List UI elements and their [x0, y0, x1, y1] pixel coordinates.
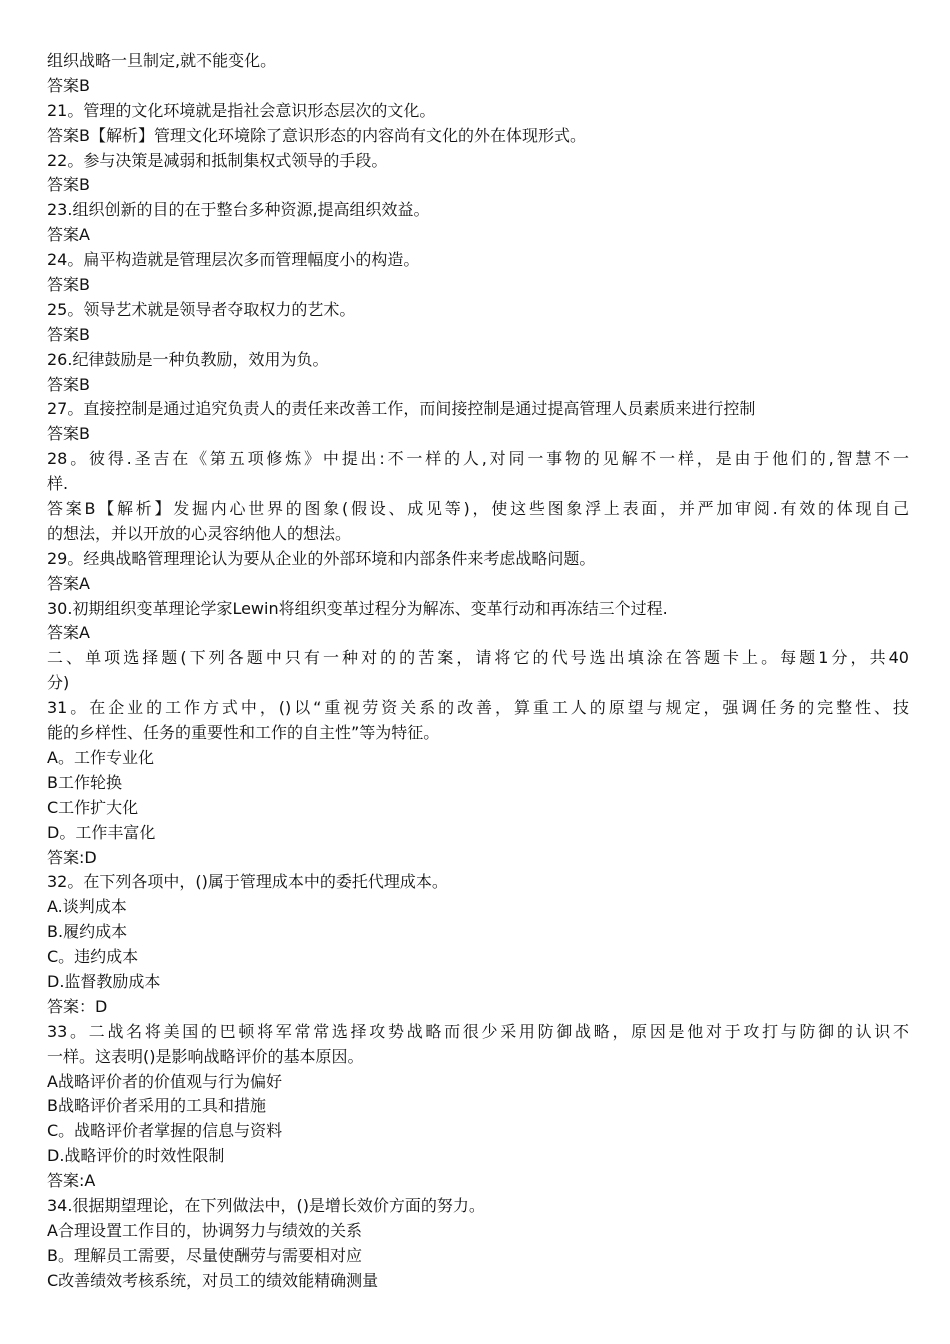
answer-line: 答案B [47, 324, 90, 344]
question-28-continued: 样. [47, 474, 69, 494]
answer-explanation: 答案B【解析】发掘内心世界的图象(假设、成见等)，使这些图象浮上表面，并严加审阅.有效的体现自己 [47, 499, 909, 519]
option-d: D.监督教励成本 [47, 971, 161, 991]
question-33-continued: 一样。这表明()是影响战略评价的基本原因。 [47, 1046, 364, 1066]
question-29: 29。经典战略管理理论认为要从企业的外部环境和内部条件来考虑战略问题。 [47, 548, 596, 568]
question-31-continued: 能的乡样性、任务的重要性和工作的自主性”等为特征。 [47, 723, 440, 743]
question-21: 21。管理的文化环境就是指社会意识形态层次的文化。 [47, 100, 436, 120]
section-heading-continued: 分) [47, 673, 70, 693]
option-b: B战略评价者采用的工具和措施 [47, 1096, 266, 1116]
option-b: B。理解员工需要，尽量使酬劳与需要相对应 [47, 1245, 362, 1265]
option-b: B工作轮换 [47, 772, 122, 792]
option-a: A战略评价者的价值观与行为偏好 [47, 1071, 282, 1091]
question-27: 27。直接控制是通过追究负责人的责任来改善工作，而间接控制是通过提高管理人员素质来进行控制 [47, 399, 756, 419]
question-34: 34.很据期望理论，在下列做法中，()是增长效价方面的努力。 [47, 1195, 485, 1215]
option-d: D.战略评价的时效性限制 [47, 1146, 225, 1166]
option-c: C。违约成本 [47, 947, 139, 967]
answer-line: 答案A [47, 225, 90, 245]
question-30: 30.初期组织变革理论学家Lewin将组织变革过程分为解冻、变革行动和再冻结三个过程. [47, 598, 668, 618]
answer-line: 答案B [47, 424, 90, 444]
text-line: 组织战略一旦制定,就不能变化。 [47, 51, 277, 70]
question-22: 22。参与决策是减弱和抵制集权式领导的手段。 [47, 150, 388, 170]
option-b: B.履约成本 [47, 922, 128, 942]
answer-line: 答案:A [47, 1171, 96, 1191]
answer-line: 答案B【解析】管理文化环境除了意识形态的内容尚有文化的外在体现形式。 [47, 125, 586, 145]
question-32: 32。在下列各项中，()属于管理成本中的委托代理成本。 [47, 872, 448, 892]
question-28: 28。彼得.圣吉在《第五项修炼》中提出:不一样的人,对同一事物的见解不一样，是由于他们的,智慧不一 [47, 449, 909, 469]
answer-line: 答案:D [47, 847, 97, 867]
answer-explanation-continued: 的想法，并以开放的心灵容纳他人的想法。 [47, 523, 352, 543]
option-a: A。工作专业化 [47, 747, 154, 767]
answer-line: 答案B [47, 175, 90, 195]
question-31: 31。在企业的工作方式中，()以“重视劳资关系的改善，算重工人的原望与规定，强调任务的完整性、技 [47, 698, 909, 718]
option-a: A合理设置工作目的，协调努力与绩效的关系 [47, 1220, 362, 1240]
option-c: C工作扩大化 [47, 797, 139, 817]
question-23: 23.组织创新的目的在于整台多种资源,提高组织效益。 [47, 200, 430, 220]
question-24: 24。扁平构造就是管理层次多而管理幅度小的构造。 [47, 250, 420, 270]
option-c: C。战略评价者掌握的信息与资料 [47, 1121, 283, 1141]
option-a: A.谈判成本 [47, 897, 127, 917]
answer-line: 答案A [47, 623, 90, 643]
answer-line: 答案B [47, 75, 90, 95]
question-26: 26.纪律鼓励是一种负教励，效用为负。 [47, 349, 329, 369]
document-page [47, 49, 909, 1294]
answer-line: 答案A [47, 573, 90, 593]
question-25: 25。领导艺术就是领导者夺取权力的艺术。 [47, 299, 356, 319]
answer-line: 答案B [47, 374, 90, 394]
answer-line: 答案B [47, 275, 90, 295]
question-33: 33。二战名将美国的巴顿将军常常选择攻势战略而很少采用防御战略，原因是他对于攻打与防御的认识不 [47, 1021, 909, 1041]
answer-line: 答案：D [47, 996, 108, 1016]
option-d: D。工作丰富化 [47, 822, 156, 842]
section-heading: 二、单项选择题(下列各题中只有一种对的的苦案，请将它的代号选出填涂在答题卡上。每题1分，共40 [47, 648, 909, 668]
option-c: C改善绩效考核系统，对员工的绩效能精确测量 [47, 1270, 379, 1290]
